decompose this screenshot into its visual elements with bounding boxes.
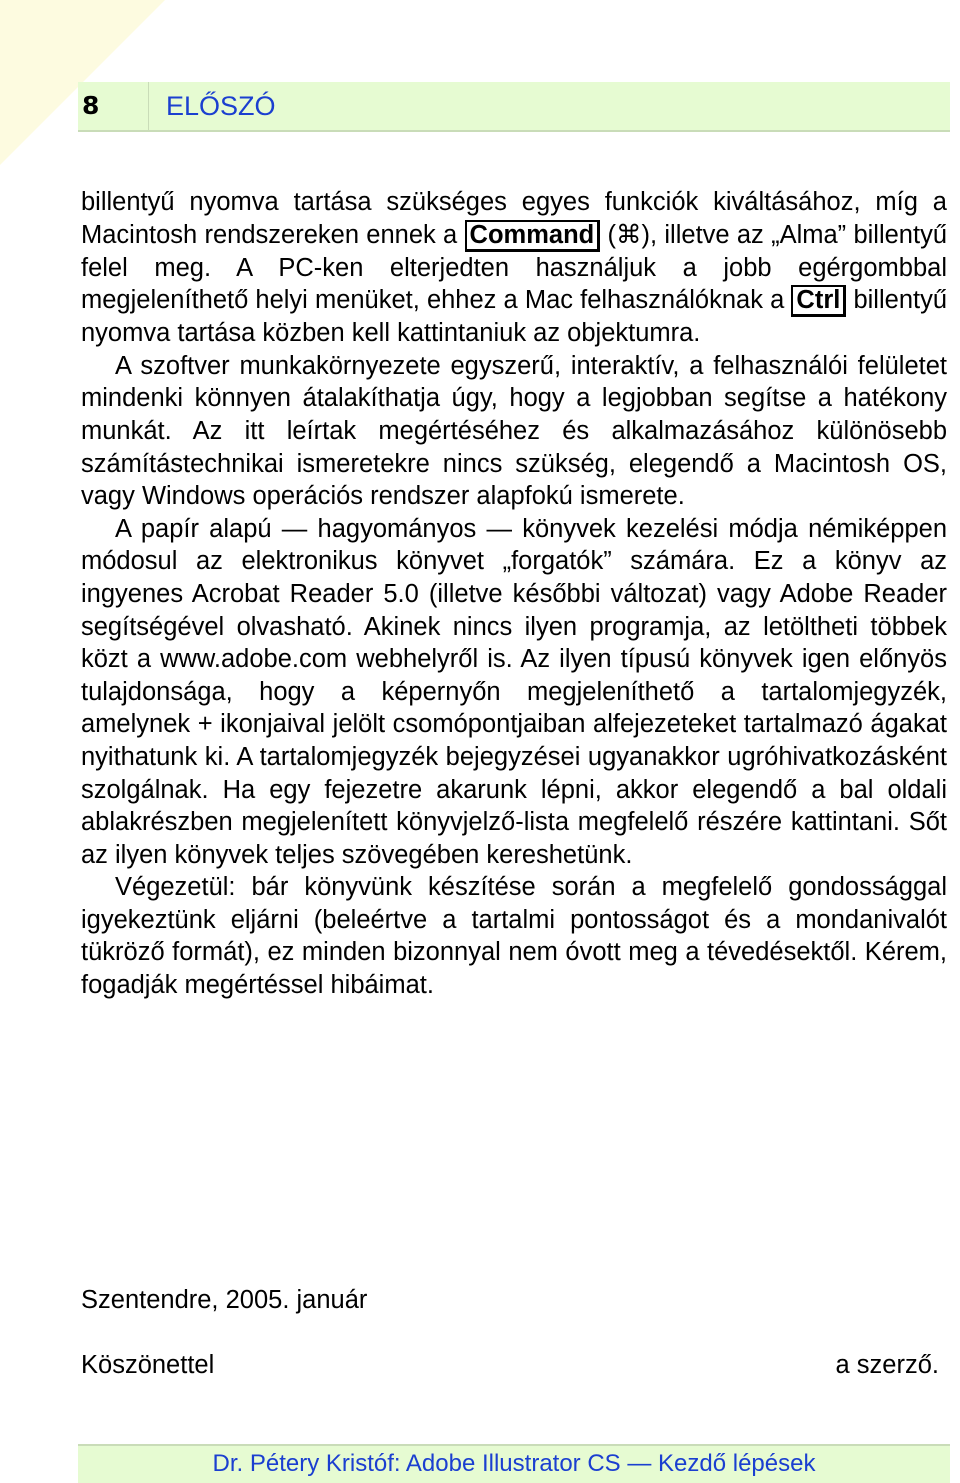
paragraph-1-part-b: (⌘), illetve az „Alma” billentyű felel meg. A PC-ken elterjedten használjuk a jobb egérgombbal megjeleníthető helyi menüket, ehhez a Mac felhasználóknak a [81,220,948,315]
body-text [81,186,947,1002]
page-header [78,82,950,132]
author-signoff: a szerző. [835,1351,939,1379]
paragraph-4: Végezetül: bár könyvünk készítése során a megfelelő gondossággal igyekeztünk eljárni (beleértve a tartalmi pontosságot és a mondanivalót tükröző formát), ez minden bizonnyal nem óvott meg a tévedésektől. Kérem, fogadják megértéssel hibáimat. [81,873,947,1000]
chapter-title: ELŐSZÓ [166,91,276,121]
page-footer [78,1444,950,1483]
footer-text: Dr. Pétery Kristóf: Adobe Illustrator CS — Kezdő lépések [212,1450,816,1477]
paragraph-1 [81,186,947,350]
paragraph-1-part-c: billentyű nyomva tartása közben kell kattintaniuk az objektumra. [81,286,948,348]
place-date: Szentendre, 2005. január [81,1286,368,1314]
ctrl-key: Ctrl [791,285,846,317]
paragraph-2: A szoftver munkakörnyezete egyszerű, interaktív, a felhasználói felületet mindenki könnyen átalakíthatja úgy, hogy a legjobban segítse a hatékony munkát. Az itt leírtak megértéséhez és alkalmazásához különösebb számítástechnikai ismeretekre nincs szükség, elegendő a Macintosh OS, vagy Windows operációs rendszer alapfokú ismerete. [81,351,947,511]
paragraph-3: A papír alapú — hagyományos — könyvek kezelési módja némiképpen módosul az elektronikus könyvet „forgatók” számára. Ez a könyv az ingyenes Acrobat Reader 5.0 (illetve későbbi változat) vagy Adobe Reader segítségével olvasható. Akinek nincs ilyen programja, az letöltheti többek közt a www.adobe.com webhelyről is. Az ilyen típusú könyvek igen előnyös tulajdonsága, hogy a képernyőn megjeleníthető a tartalomjegyzék, amelynek + ikonjaival jelölt csomópontjaiban alfejezeteket tartalmazó ágakat nyithatunk ki. A tartalomjegyzék bejegyzései ugyanakkor ugróhivatkozásként szolgálnak. Ha egy fejezetre akarunk lépni, akkor elegendő a bal oldali ablakrészben megjelenített könyvjelző-lista megfelelő részére kattintani. Sőt az ilyen könyvek teljes szövegében kereshetünk. [81,514,947,869]
page-number-cell [78,82,149,130]
command-key: Command [465,220,601,252]
paragraph-1-part-a: billentyű nyomva tartása szükséges egyes funkciók kiváltásához, míg a Macintosh rendszereken ennek a [81,188,947,249]
thanks-text: Köszönettel [81,1351,215,1379]
page-number: 8 [82,91,100,120]
